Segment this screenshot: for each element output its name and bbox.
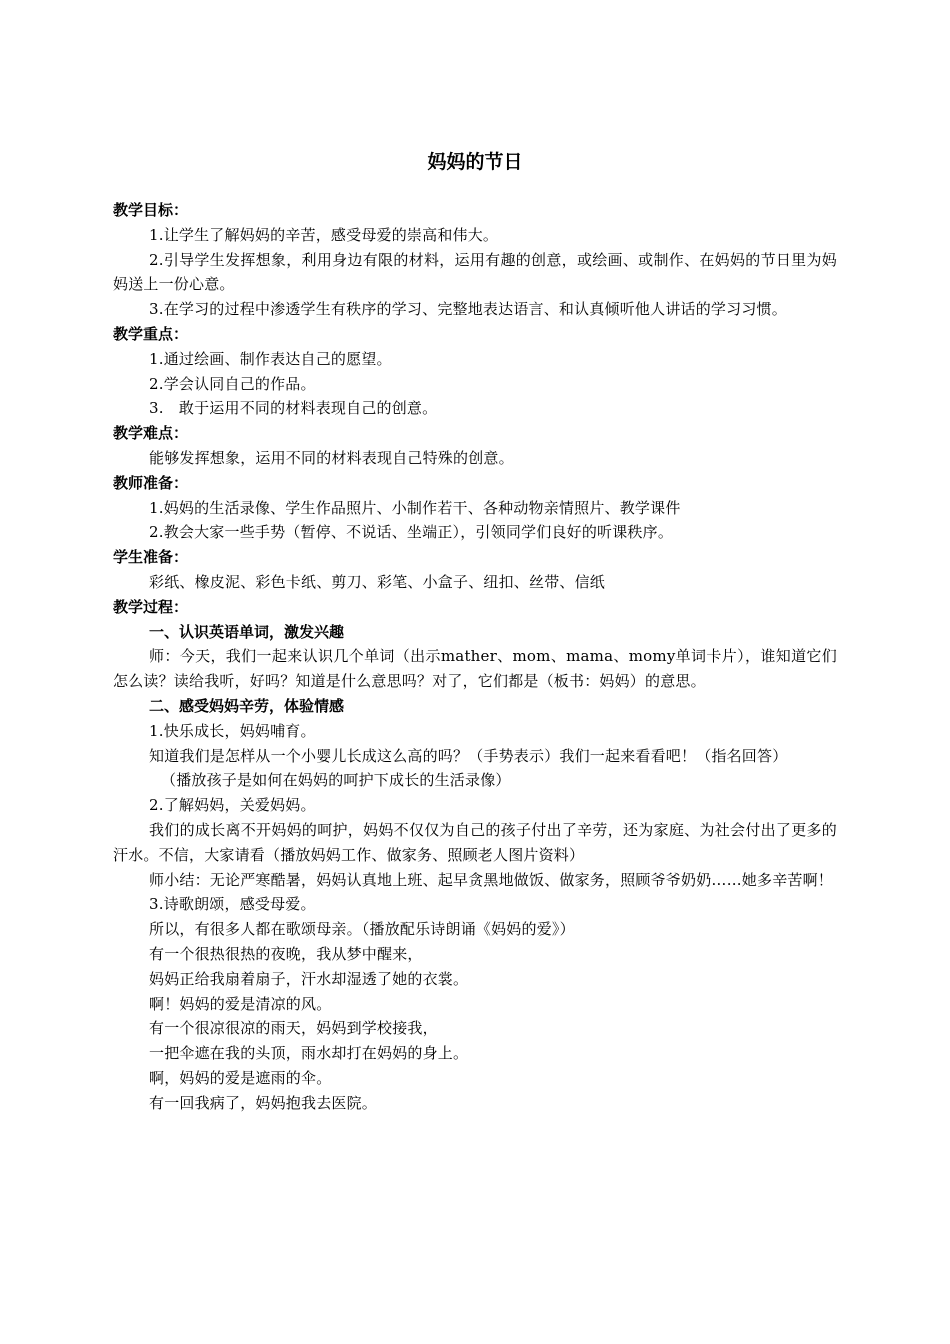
poem-line: 有一回我病了，妈妈抱我去医院。 [149, 1093, 378, 1112]
poem-line: 妈妈正给我扇着扇子，汗水却湿透了她的衣裳。 [149, 969, 469, 988]
section-heading: 教学重点： [113, 324, 189, 343]
process-paragraph: 我们的成长离不开妈妈的呵护，妈妈不仅仅为自己的孩子付出了辛劳，还为家庭、为社会付出了更多的汗水。不信，大家请看（播放妈妈工作、做家务、照顾老人图片资料） [113, 820, 837, 864]
section-heading: 教学过程： [113, 597, 189, 616]
section-key-points [113, 322, 837, 421]
section-teaching-process [113, 595, 837, 1116]
student-prep-item: 彩纸、橡皮泥、彩色卡纸、剪刀、彩笔、小盒子、纽扣、丝带、信纸 [149, 572, 606, 591]
goal-item: 2.引导学生发挥想象，利用身边有限的材料，运用有趣的创意，或绘画、或制作、在妈妈的节日里为妈妈送上一份心意。 [113, 250, 837, 294]
goal-item: 1.让学生了解妈妈的辛苦，感受母爱的崇高和伟大。 [149, 225, 499, 244]
section-difficulties [113, 421, 837, 471]
process-paragraph: 师：今天，我们一起来认识几个单词（出示mather、mom、mama、momy单词卡片），谁知道它们怎么读？读给我听，好吗？知道是什么意思吗？对了，它们都是（板书：妈妈）的意思。 [113, 647, 837, 691]
key-point-item: 3. 敢于运用不同的材料表现自己的创意。 [149, 399, 438, 418]
process-paragraph: 1.快乐成长，妈妈哺育。 [149, 721, 316, 740]
poem-line: 一把伞遮在我的头顶，雨水却打在妈妈的身上。 [149, 1044, 469, 1063]
section-teacher-prep [113, 471, 837, 545]
process-paragraph: 师小结：无论严寒酷暑，妈妈认真地上班、起早贪黑地做饭、做家务，照顾爷爷奶奶……她多辛苦啊！ [149, 870, 834, 889]
teacher-prep-item: 1.妈妈的生活录像、学生作品照片、小制作若干、各种动物亲情照片、教学课件 [149, 498, 681, 517]
process-paragraph: 2.了解妈妈，关爱妈妈。 [149, 796, 316, 815]
section-heading: 教师准备： [113, 473, 189, 492]
poem-line: 有一个很凉很凉的雨天，妈妈到学校接我， [149, 1019, 438, 1038]
section-heading: 教学目标： [113, 201, 189, 219]
poem-line: 啊！妈妈的爱是清凉的风。 [149, 994, 332, 1013]
key-point-item: 2.学会认同自己的作品。 [149, 374, 316, 393]
process-part-title: 一、认识英语单词，激发兴趣 [149, 622, 345, 641]
section-teaching-goals [113, 198, 837, 322]
process-paragraph: 所以，有很多人都在歌颂母亲。（播放配乐诗朗诵《妈妈的爱》） [149, 920, 575, 939]
section-heading: 学生准备： [113, 548, 189, 567]
poem-line: 有一个很热很热的夜晚，我从梦中醒来， [149, 944, 423, 963]
teacher-prep-item: 2.教会大家一些手势（暂停、不说话、坐端正），引领同学们良好的听课秩序。 [149, 523, 674, 542]
document-page [113, 148, 837, 1115]
poem-line: 啊，妈妈的爱是遮雨的伞。 [149, 1068, 332, 1087]
process-paragraph: 3.诗歌朗颂，感受母爱。 [149, 895, 316, 914]
process-paragraph: 知道我们是怎样从一个小婴儿长成这么高的吗？（手势表示）我们一起来看看吧！（指名回答） [149, 746, 788, 765]
document-title: 妈妈的节日 [427, 151, 523, 173]
difficulty-item: 能够发挥想象，运用不同的材料表现自己特殊的创意。 [149, 448, 514, 467]
key-point-item: 1.通过绘画、制作表达自己的愿望。 [149, 349, 392, 368]
goal-item: 3.在学习的过程中渗透学生有秩序的学习、完整地表达语言、和认真倾听他人讲话的学习习惯。 [149, 300, 787, 319]
process-part-title: 二、感受妈妈辛劳，体验情感 [149, 696, 345, 715]
section-heading: 教学难点： [113, 424, 189, 443]
process-paragraph: （播放孩子是如何在妈妈的呵护下成长的生活录像） [161, 771, 511, 790]
section-student-prep [113, 545, 837, 595]
